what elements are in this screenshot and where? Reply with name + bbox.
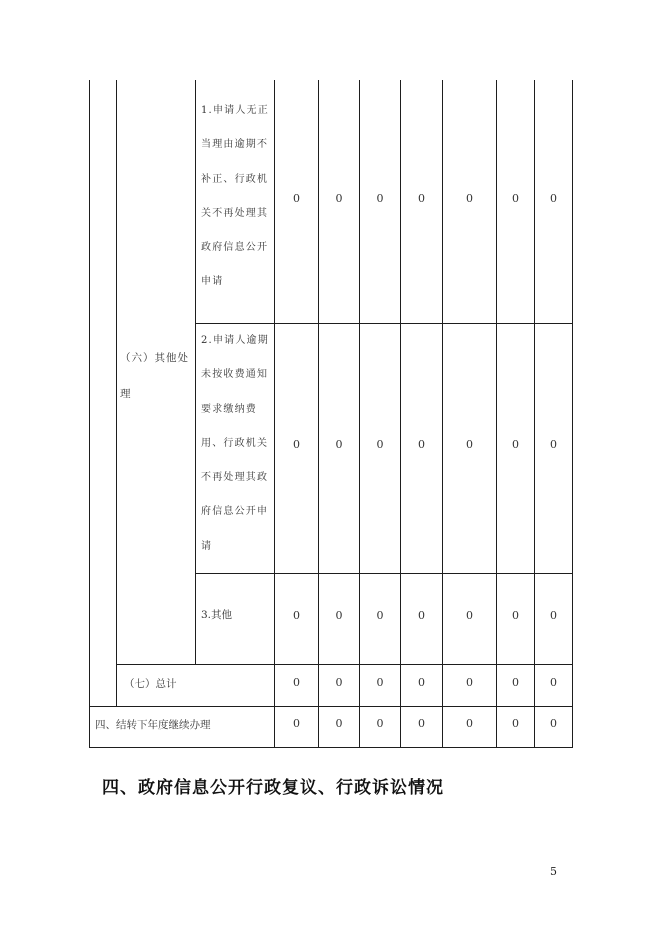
page-number: 5 — [550, 865, 557, 878]
sub-row-2-label: 2.申请人逾期未按收费通知要求缴纳费用、行政机关不再处理其政府信息公开申请 — [201, 335, 269, 552]
section-heading: 四、政府信息公开行政复议、行政诉讼情况 — [102, 778, 444, 798]
total-row-label: （七）总计 — [124, 678, 177, 690]
group-label: （六）其他处理 — [120, 352, 189, 400]
sub-row-3-label: 3.其他 — [201, 609, 233, 621]
sub-row-1-label: 1.申请人无正当理由逾期不补正、行政机关不再处理其政府信息公开申请 — [201, 105, 269, 288]
carry-row-label: 四、结转下年度继续办理 — [95, 719, 211, 731]
